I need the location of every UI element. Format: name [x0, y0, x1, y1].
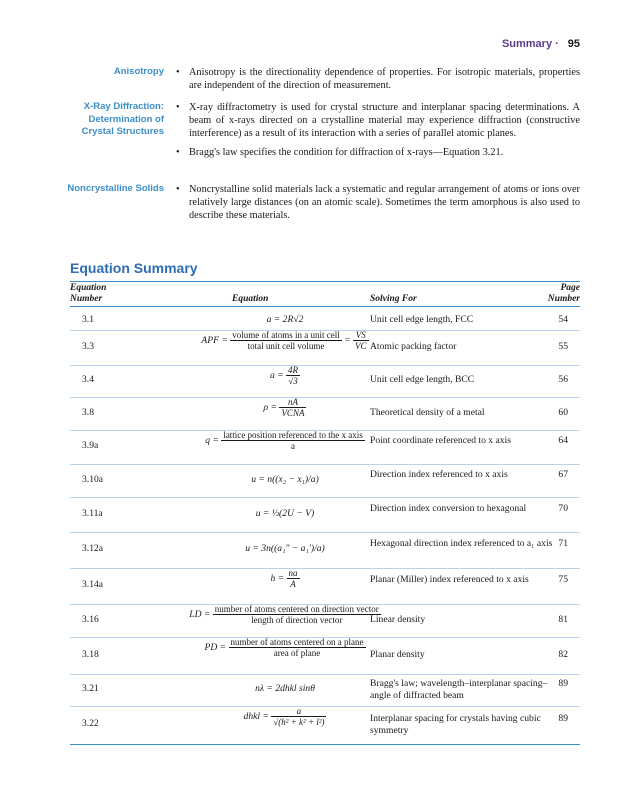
bullet-text: • Noncrystalline solid materials lack a systematic and regular arrangement of atoms or ions over relatively large distances (on an atomic scale). Sometimes the term amorphous is also used to describe these materials.: [176, 183, 580, 222]
table-row: [70, 497, 580, 532]
solving-for: Hexagonal direction index referenced to a₁ axis: [370, 538, 553, 549]
fraction-numerator: VS: [353, 330, 369, 341]
page-number-cell: 54: [558, 313, 568, 325]
equation-number: 3.11a: [82, 507, 103, 519]
equation-number: 3.1: [82, 313, 94, 325]
fraction-denominator: VCNA: [281, 408, 305, 418]
header-equation: Equation: [232, 294, 269, 304]
fraction-denominator: √(h² + k² + l²): [273, 717, 325, 727]
equation-fraction: [213, 604, 381, 625]
fraction-denominator: total unit cell volume: [247, 341, 325, 351]
page-number-cell: 82: [558, 648, 568, 660]
page-number-cell: 70: [558, 502, 568, 514]
equation-lhs: PD =: [204, 642, 229, 653]
solving-for: Interplanar spacing for crystals having cubic symmetry: [370, 713, 541, 736]
equals-sign: =: [341, 335, 354, 346]
equation-fraction: [286, 365, 300, 386]
fraction-denominator: VC: [355, 341, 367, 351]
equation-number: 3.4: [82, 374, 94, 385]
equation-lhs: a =: [269, 370, 287, 381]
solving-for: Direction index conversion to hexagonal: [370, 502, 527, 514]
equation-lhs: LD =: [189, 609, 213, 620]
table-row: [70, 532, 580, 568]
table-row: [70, 397, 580, 430]
equation-lhs: ρ =: [263, 402, 280, 413]
fraction-numerator: lattice position referenced to the x axis: [223, 430, 363, 440]
equation-number: 3.21: [82, 683, 99, 694]
equation-number: 3.14a: [82, 579, 104, 590]
bullet-text: • Anisotropy is the directionality dependence of properties. For isotropic materials, properties are independent of the direction of measurement.: [176, 66, 580, 92]
page-number-cell: 64: [558, 435, 568, 446]
equation-summary-title: Equation Summary: [70, 260, 198, 276]
equation: a = 2R√2: [266, 313, 304, 325]
table-row: [70, 464, 580, 497]
equation-fraction: [230, 330, 341, 351]
table-row: [70, 604, 580, 637]
equation-fraction: [287, 568, 300, 589]
equation-number: 3.18: [82, 648, 99, 660]
equation-fraction: [271, 706, 326, 727]
fraction-numerator: nA: [279, 397, 306, 408]
page-number-cell: 60: [558, 406, 568, 418]
section-label: Anisotropy: [113, 66, 164, 77]
solving-for: Planar (Miller) index referenced to x axis: [370, 574, 529, 585]
table-row: [70, 365, 580, 397]
row-rule: [70, 744, 580, 745]
equation-fraction: [353, 330, 369, 351]
page-number-cell: 75: [558, 574, 568, 585]
solving-for: Direction index referenced to x axis: [370, 468, 508, 480]
header-page: Page Number: [547, 283, 580, 304]
fraction-numerator: a: [271, 706, 326, 717]
page-number-cell: 71: [558, 538, 568, 549]
solving-for: Unit cell edge length, BCC: [370, 374, 475, 385]
table-row: [70, 674, 580, 706]
equation-number: 3.8: [82, 406, 94, 418]
header-number: Equation Number: [70, 283, 107, 304]
table-row: [70, 430, 580, 464]
equation: u = ⅓(2U − V): [255, 507, 315, 519]
page-number-cell: 89: [558, 678, 568, 689]
table-row: [70, 330, 580, 365]
page-number-cell: 67: [558, 468, 568, 480]
table-top-rule: [70, 281, 580, 282]
equation-number: 3.12a: [82, 543, 104, 554]
running-head: Summary · 95: [501, 38, 580, 50]
section-label: Noncrystalline Solids: [67, 183, 164, 194]
equation-fraction: [279, 397, 306, 418]
equation: u = 3n((a₁″ − a₁′)/a): [245, 543, 325, 554]
equation-number: 3.9a: [82, 440, 99, 451]
equation: nλ = 2dhkl sinθ: [255, 683, 315, 694]
equation-number: 3.3: [82, 340, 94, 352]
page-number-cell: 89: [558, 713, 568, 724]
header-rule: [70, 306, 580, 307]
solving-for: Planar density: [370, 648, 425, 660]
equation-number: 3.16: [82, 613, 99, 625]
page-number-cell: 81: [558, 613, 568, 625]
solving-for: Point coordinate referenced to x axis: [370, 435, 511, 446]
page-number: 95: [567, 38, 580, 50]
solving-for: Linear density: [370, 613, 426, 625]
equation-lhs: dhkl =: [243, 711, 272, 722]
fraction-numerator: number of atoms centered on a plane: [230, 637, 364, 647]
fraction-numerator: na: [288, 568, 298, 578]
equation: u = n((x₂ − x₁)/a): [251, 473, 319, 485]
solving-for: Unit cell edge length, FCC: [370, 313, 474, 325]
equation-number: 3.22: [82, 718, 99, 729]
fraction-denominator: a: [291, 441, 296, 451]
running-head-title: Summary: [501, 38, 553, 50]
table-row: [70, 311, 580, 330]
section-label: X-Ray Diffraction: Determination of Crystal Structures: [81, 101, 164, 137]
fraction-denominator: √3: [288, 376, 298, 386]
fraction-numerator: 4R: [288, 365, 299, 375]
table-row: [70, 706, 580, 744]
equation-number: 3.10a: [82, 473, 104, 485]
equation-fraction: [229, 637, 366, 658]
fraction-numerator: number of atoms centered on direction vector: [214, 604, 379, 614]
solving-for: Theoretical density of a metal: [370, 406, 485, 418]
fraction-denominator: area of plane: [273, 648, 321, 658]
table-row: [70, 637, 580, 674]
bullet-text: • X-ray diffractometry is used for crystal structure and interplanar spacing determinations. A beam of x-rays directed on a crystalline material may experience diffraction (constructive interference) as a result of its interaction with a series of parallel atomic planes.: [176, 101, 580, 140]
solving-for: Bragg's law; wavelength–interplanar spacing–angle of diffracted beam: [370, 678, 548, 701]
equation-lhs: q =: [205, 435, 222, 446]
fraction-denominator: length of direction vector: [251, 615, 343, 625]
page-number-cell: 56: [558, 374, 568, 385]
table-row: [70, 568, 580, 604]
page-number-cell: 55: [558, 340, 568, 352]
equation-fraction: [221, 430, 364, 451]
solving-for: Atomic packing factor: [370, 340, 457, 352]
fraction-denominator: A: [290, 579, 296, 589]
fraction-numerator: volume of atoms in a unit cell: [232, 330, 340, 340]
equation-lhs: h =: [270, 573, 287, 584]
bullet-text: • Bragg's law specifies the condition for diffraction of x-rays—Equation 3.21.: [176, 146, 580, 159]
header-solving: Solving For: [370, 294, 417, 304]
equation-lhs: APF =: [201, 335, 231, 346]
